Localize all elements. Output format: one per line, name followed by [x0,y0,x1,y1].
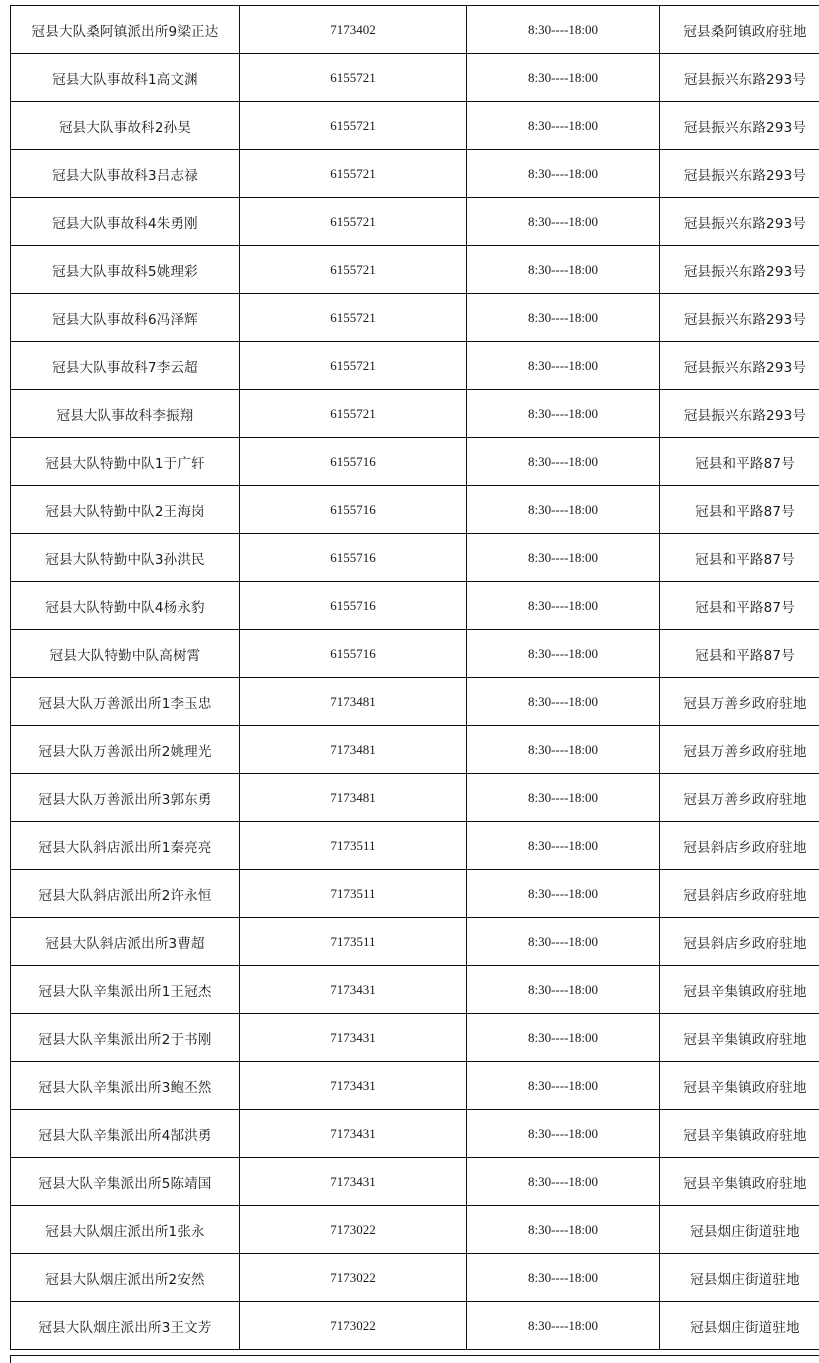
officer-name-cell: 冠县大队斜店派出所2许永恒 [11,870,240,918]
officer-name-cell: 冠县大队辛集派出所4郜洪勇 [11,1110,240,1158]
hours-cell: 8:30----18:00 [467,582,660,630]
phone-cell: 6155721 [240,342,467,390]
address-cell: 冠县和平路87号 [660,582,819,630]
address-cell: 冠县辛集镇政府驻地 [660,966,819,1014]
table-row [11,822,819,870]
table-row [11,342,819,390]
hours-cell: 8:30----18:00 [467,390,660,438]
table-row [11,1110,819,1158]
address-cell: 冠县桑阿镇政府驻地 [660,6,819,54]
table-row [11,486,819,534]
phone-cell: 6155716 [240,438,467,486]
officer-name-cell: 冠县大队万善派出所2姚理光 [11,726,240,774]
address-cell: 冠县斜店乡政府驻地 [660,918,819,966]
officer-name-cell: 冠县大队辛集派出所1王冠杰 [11,966,240,1014]
address-cell: 冠县振兴东路293号 [660,294,819,342]
table-row [11,918,819,966]
officer-name-cell: 冠县大队辛集派出所2于书刚 [11,1014,240,1062]
address-cell: 冠县振兴东路293号 [660,246,819,294]
hours-cell: 8:30----18:00 [467,54,660,102]
address-cell: 冠县振兴东路293号 [660,390,819,438]
table-row [11,54,819,102]
hours-cell: 8:30----18:00 [467,1158,660,1206]
phone-cell: 7173481 [240,726,467,774]
next-row-edge [10,1355,819,1363]
address-cell: 冠县辛集镇政府驻地 [660,1014,819,1062]
phone-cell: 7173511 [240,918,467,966]
address-cell: 冠县振兴东路293号 [660,342,819,390]
hours-cell: 8:30----18:00 [467,918,660,966]
hours-cell: 8:30----18:00 [467,822,660,870]
table-row [11,966,819,1014]
address-cell: 冠县和平路87号 [660,534,819,582]
address-cell: 冠县烟庄街道驻地 [660,1206,819,1254]
table-row [11,1254,819,1302]
table-row [11,438,819,486]
officer-name-cell: 冠县大队烟庄派出所2安然 [11,1254,240,1302]
officer-name-cell: 冠县大队烟庄派出所3王文芳 [11,1302,240,1350]
officer-name-cell: 冠县大队事故科2孙昊 [11,102,240,150]
officer-name-cell: 冠县大队万善派出所3郭东勇 [11,774,240,822]
hours-cell: 8:30----18:00 [467,678,660,726]
address-cell: 冠县斜店乡政府驻地 [660,822,819,870]
hours-cell: 8:30----18:00 [467,486,660,534]
table-row [11,726,819,774]
roster-table [10,5,819,1350]
phone-cell: 7173431 [240,966,467,1014]
hours-cell: 8:30----18:00 [467,6,660,54]
table-row [11,1206,819,1254]
hours-cell: 8:30----18:00 [467,1110,660,1158]
phone-cell: 7173511 [240,822,467,870]
phone-cell: 6155721 [240,294,467,342]
hours-cell: 8:30----18:00 [467,1014,660,1062]
phone-cell: 6155721 [240,390,467,438]
phone-cell: 7173481 [240,774,467,822]
phone-cell: 7173481 [240,678,467,726]
address-cell: 冠县和平路87号 [660,630,819,678]
hours-cell: 8:30----18:00 [467,726,660,774]
officer-name-cell: 冠县大队事故科6冯泽辉 [11,294,240,342]
officer-name-cell: 冠县大队特勤中队4杨永豹 [11,582,240,630]
phone-cell: 7173511 [240,870,467,918]
table-row [11,1014,819,1062]
officer-name-cell: 冠县大队事故科7李云超 [11,342,240,390]
phone-cell: 7173431 [240,1014,467,1062]
phone-cell: 6155716 [240,582,467,630]
phone-cell: 7173431 [240,1158,467,1206]
officer-name-cell: 冠县大队特勤中队2王海岗 [11,486,240,534]
officer-name-cell: 冠县大队特勤中队3孙洪民 [11,534,240,582]
phone-cell: 7173402 [240,6,467,54]
table-row [11,1158,819,1206]
hours-cell: 8:30----18:00 [467,102,660,150]
phone-cell: 6155716 [240,630,467,678]
officer-name-cell: 冠县大队特勤中队高树霄 [11,630,240,678]
hours-cell: 8:30----18:00 [467,150,660,198]
table-row [11,150,819,198]
table-row [11,534,819,582]
address-cell: 冠县和平路87号 [660,486,819,534]
phone-cell: 6155721 [240,150,467,198]
hours-cell: 8:30----18:00 [467,246,660,294]
table-row [11,102,819,150]
phone-cell: 6155721 [240,246,467,294]
table-row [11,1062,819,1110]
table-row [11,6,819,54]
table-row [11,630,819,678]
address-cell: 冠县振兴东路293号 [660,198,819,246]
table-row [11,198,819,246]
address-cell: 冠县万善乡政府驻地 [660,678,819,726]
phone-cell: 6155721 [240,198,467,246]
address-cell: 冠县振兴东路293号 [660,102,819,150]
address-cell: 冠县辛集镇政府驻地 [660,1110,819,1158]
table-row [11,678,819,726]
address-cell: 冠县斜店乡政府驻地 [660,870,819,918]
phone-cell: 7173431 [240,1062,467,1110]
table-row [11,582,819,630]
officer-name-cell: 冠县大队辛集派出所5陈靖国 [11,1158,240,1206]
officer-name-cell: 冠县大队事故科4朱勇刚 [11,198,240,246]
hours-cell: 8:30----18:00 [467,1254,660,1302]
address-cell: 冠县烟庄街道驻地 [660,1302,819,1350]
phone-cell: 6155716 [240,486,467,534]
hours-cell: 8:30----18:00 [467,966,660,1014]
phone-cell: 7173022 [240,1206,467,1254]
address-cell: 冠县万善乡政府驻地 [660,726,819,774]
table-row [11,870,819,918]
officer-name-cell: 冠县大队辛集派出所3鲍丕然 [11,1062,240,1110]
officer-name-cell: 冠县大队烟庄派出所1张永 [11,1206,240,1254]
address-cell: 冠县和平路87号 [660,438,819,486]
table-row [11,1302,819,1350]
table-row [11,774,819,822]
address-cell: 冠县振兴东路293号 [660,54,819,102]
hours-cell: 8:30----18:00 [467,1062,660,1110]
table-row [11,390,819,438]
address-cell: 冠县辛集镇政府驻地 [660,1062,819,1110]
hours-cell: 8:30----18:00 [467,438,660,486]
officer-name-cell: 冠县大队斜店派出所1秦亮亮 [11,822,240,870]
page-top-edge [0,0,819,5]
phone-cell: 7173022 [240,1302,467,1350]
officer-name-cell: 冠县大队斜店派出所3曹超 [11,918,240,966]
hours-cell: 8:30----18:00 [467,534,660,582]
hours-cell: 8:30----18:00 [467,1206,660,1254]
officer-name-cell: 冠县大队万善派出所1李玉忠 [11,678,240,726]
table-row [11,294,819,342]
hours-cell: 8:30----18:00 [467,870,660,918]
address-cell: 冠县烟庄街道驻地 [660,1254,819,1302]
phone-cell: 6155721 [240,102,467,150]
table-row [11,246,819,294]
officer-name-cell: 冠县大队特勤中队1于广轩 [11,438,240,486]
address-cell: 冠县振兴东路293号 [660,150,819,198]
phone-cell: 6155716 [240,534,467,582]
officer-name-cell: 冠县大队事故科5姚理彩 [11,246,240,294]
hours-cell: 8:30----18:00 [467,1302,660,1350]
hours-cell: 8:30----18:00 [467,774,660,822]
address-cell: 冠县万善乡政府驻地 [660,774,819,822]
address-cell: 冠县辛集镇政府驻地 [660,1158,819,1206]
hours-cell: 8:30----18:00 [467,342,660,390]
officer-name-cell: 冠县大队桑阿镇派出所9梁正达 [11,6,240,54]
officer-name-cell: 冠县大队事故科1高文渊 [11,54,240,102]
officer-name-cell: 冠县大队事故科3吕志禄 [11,150,240,198]
hours-cell: 8:30----18:00 [467,630,660,678]
roster-table-body [11,6,819,1350]
phone-cell: 7173431 [240,1110,467,1158]
phone-cell: 6155721 [240,54,467,102]
hours-cell: 8:30----18:00 [467,198,660,246]
officer-name-cell: 冠县大队事故科李振翔 [11,390,240,438]
phone-cell: 7173022 [240,1254,467,1302]
hours-cell: 8:30----18:00 [467,294,660,342]
